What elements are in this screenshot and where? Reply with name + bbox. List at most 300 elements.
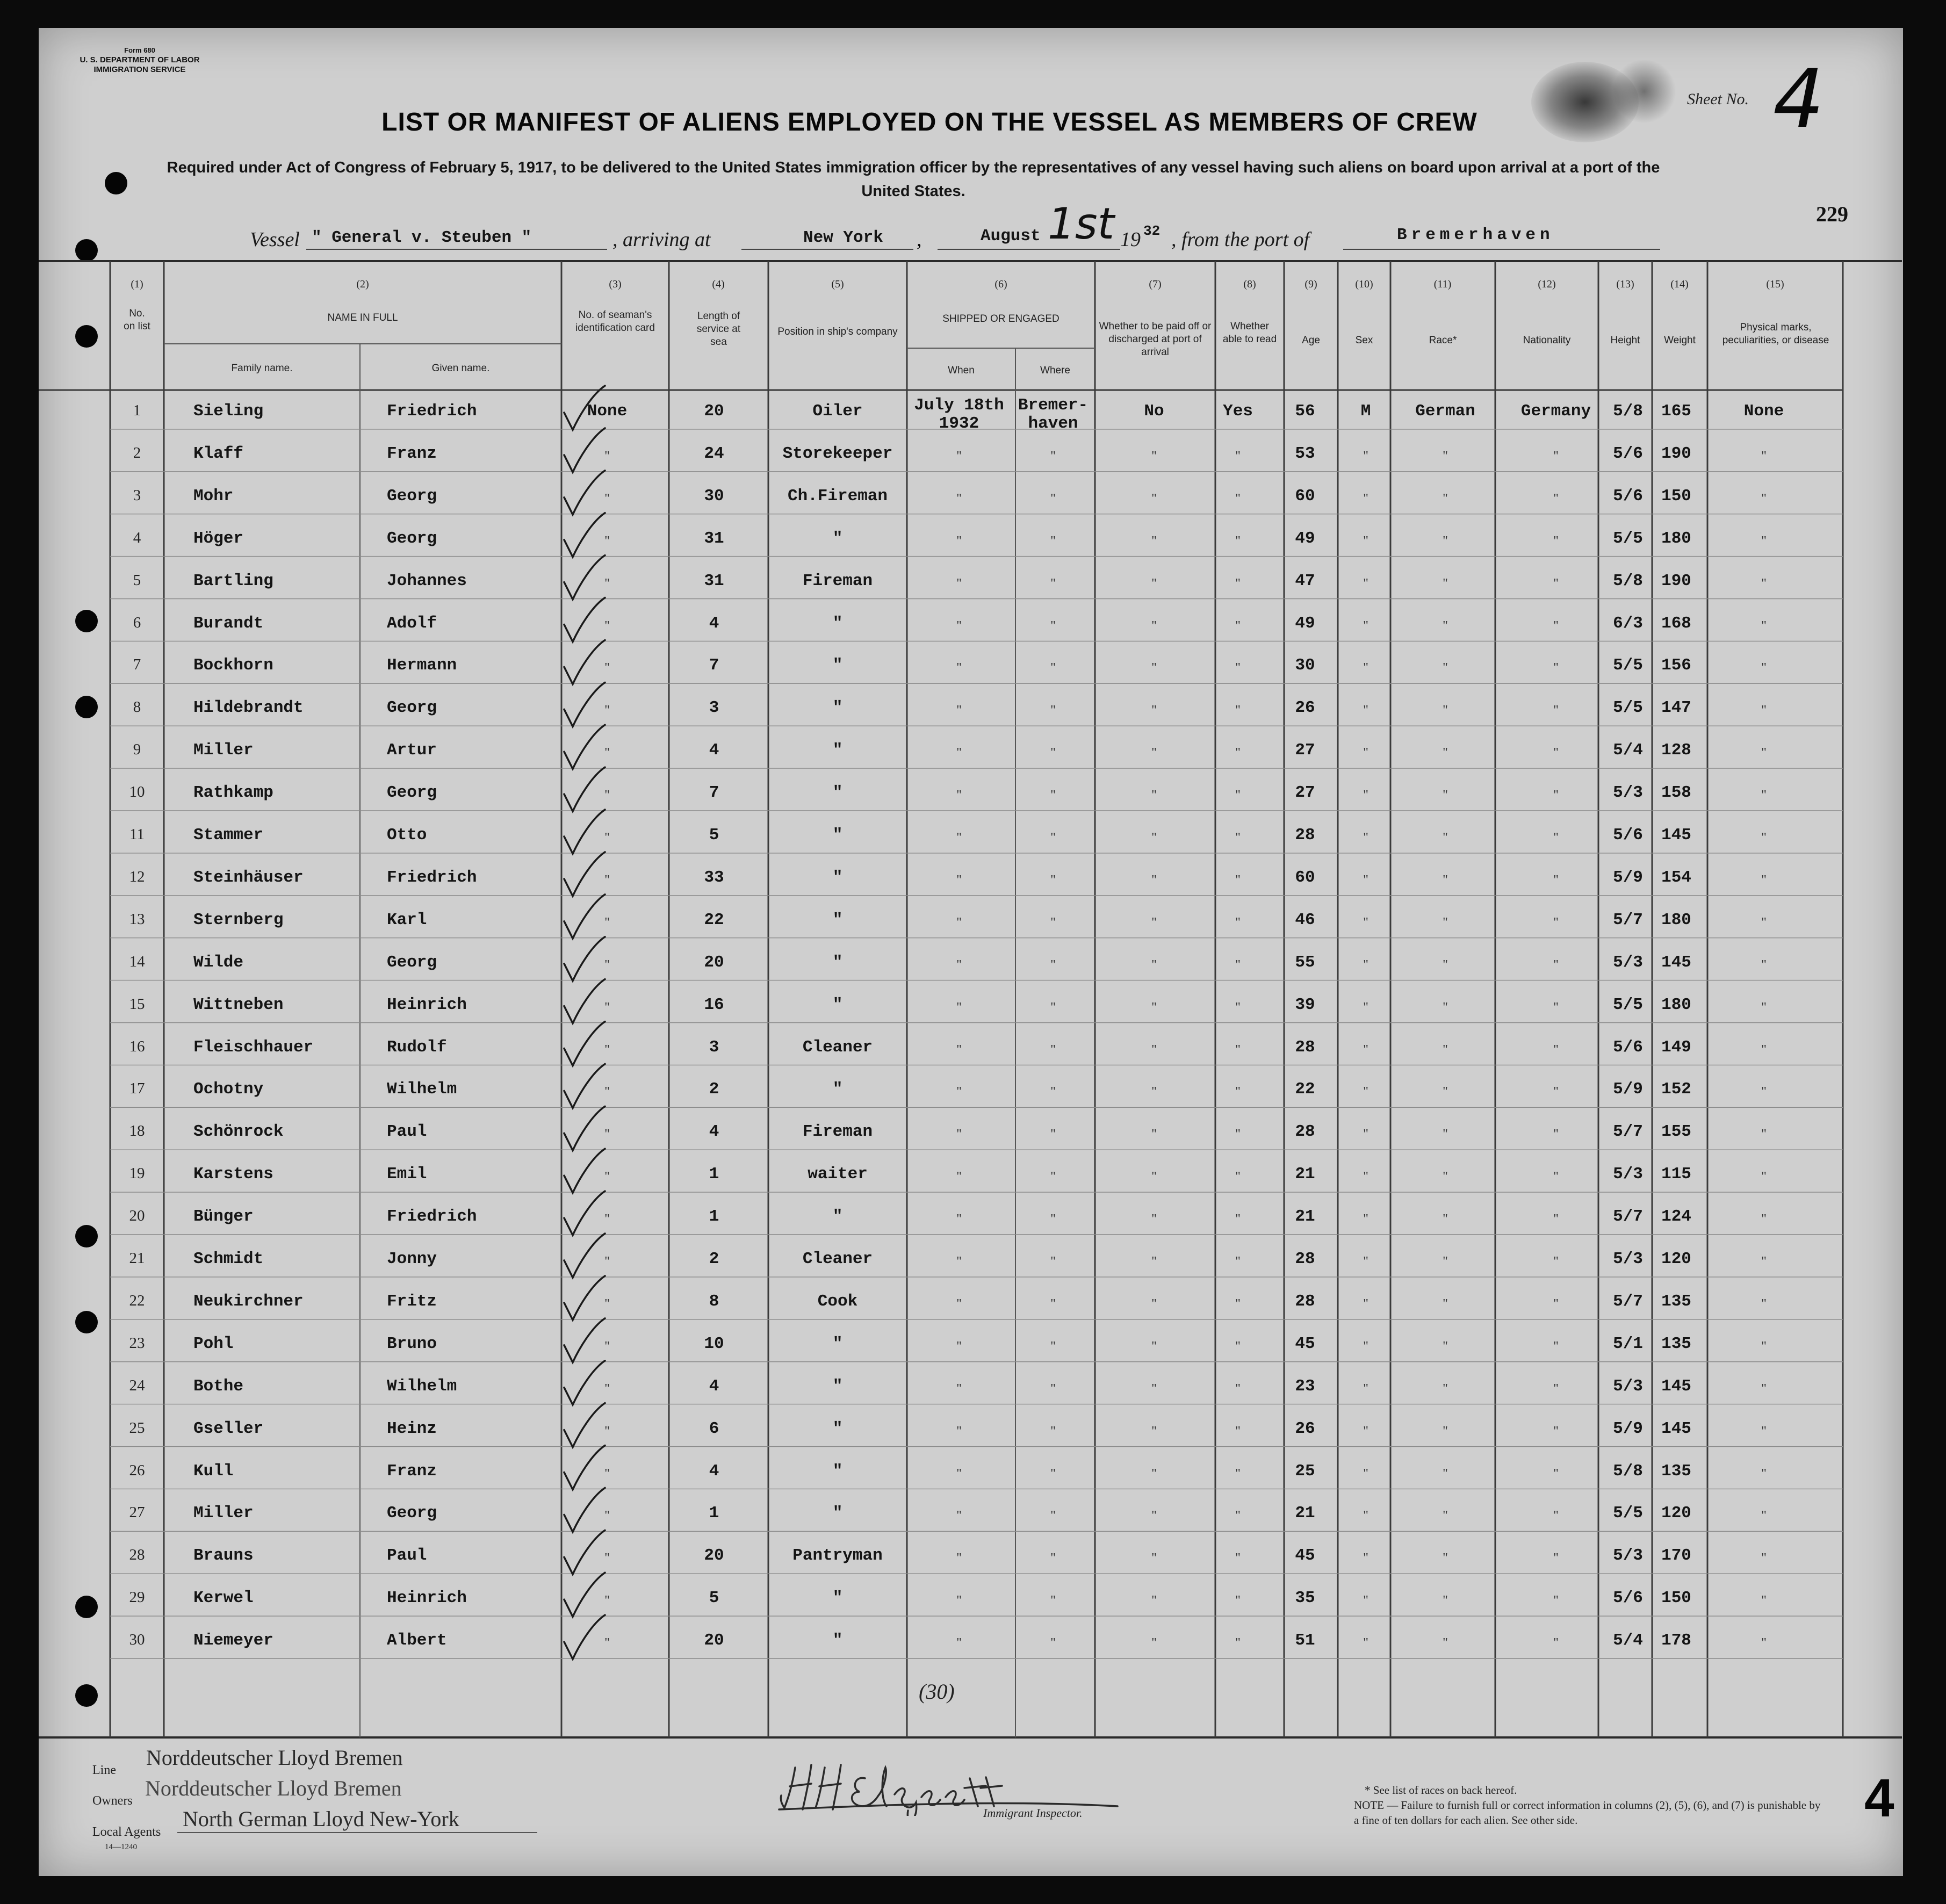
cell-given: Friedrich [387,868,477,887]
cell-service: 4 [709,1376,719,1396]
cell-given: Artur [387,741,437,760]
cell-no: 4 [133,529,141,546]
ditto-mark: " [1761,788,1767,803]
ditto-mark: " [1761,1000,1767,1014]
ditto-mark: " [604,1551,610,1566]
cell-service: 8 [709,1292,719,1311]
ditto-mark: " [604,618,610,633]
ditto-mark: " [1151,1509,1157,1523]
cell-where: Bremer- haven [1018,396,1089,433]
cell-physical: None [1743,402,1784,421]
cell-given: Georg [387,529,437,548]
ditto-mark: " [1050,1127,1056,1142]
ditto-mark: " [956,1339,962,1353]
ditto-mark: " [604,449,610,463]
ditto-mark: " [1553,1000,1559,1014]
col-num: (6) [994,278,1007,290]
cell-position: " [832,1207,843,1227]
header-name-in-full: NAME IN FULL [327,312,398,323]
owners-value: Norddeutscher Lloyd Bremen [145,1776,402,1800]
cell-family: Klaff [193,444,244,463]
cell-service: 16 [704,995,724,1014]
ditto-mark: " [1235,576,1241,590]
ditto-mark: " [1235,1212,1241,1227]
ditto-mark: " [956,618,962,633]
ditto-mark: " [956,449,962,463]
ditto-mark: " [1363,1551,1368,1566]
cell-height: 5/7 [1613,1292,1643,1311]
ditto-mark: " [956,872,962,887]
ditto-mark: " [1443,1424,1448,1438]
col-num: (2) [356,278,369,290]
cell-age: 21 [1295,1504,1315,1523]
ditto-mark: " [956,703,962,718]
ditto-mark: " [1761,1042,1767,1057]
ditto-mark: " [1235,618,1241,633]
ditto-mark: " [1761,533,1767,548]
cell-family: Kull [193,1461,234,1481]
cell-no: 13 [129,910,145,928]
arrival-month: August [981,227,1041,246]
ditto-mark: " [956,1593,962,1608]
ditto-mark: " [1050,872,1056,887]
ditto-mark: " [604,1042,610,1057]
cell-age: 47 [1295,571,1315,590]
ditto-mark: " [956,957,962,972]
cell-weight: 135 [1661,1334,1691,1353]
cell-height: 5/6 [1613,444,1643,463]
cell-service: 7 [709,656,719,675]
cell-position: Cleaner [802,1037,873,1057]
ditto-mark: " [1151,1466,1157,1481]
cell-age: 39 [1295,995,1315,1014]
header-race: Race* [1429,335,1457,346]
cell-height: 5/3 [1613,1376,1643,1396]
cell-family: Ochotny [193,1080,264,1099]
ditto-mark: " [956,576,962,590]
cell-family: Schmidt [193,1250,264,1268]
ditto-mark: " [1235,1636,1241,1650]
ditto-mark: " [1553,703,1559,718]
ditto-mark: " [1050,491,1056,506]
cell-family: Rathkamp [193,783,273,803]
cell-age: 28 [1295,1037,1315,1057]
ditto-mark: " [1363,957,1368,972]
ditto-mark: " [604,1170,610,1184]
ditto-mark: " [1151,491,1157,506]
ditto-mark: " [1553,1254,1559,1268]
cell-weight: 168 [1661,614,1691,633]
ditto-mark: " [1050,618,1056,633]
ditto-mark: " [1235,1085,1241,1099]
cell-family: Burandt [193,614,264,633]
ditto-mark: " [1443,1170,1448,1184]
cell-position: " [832,953,843,972]
cell-height: 5/5 [1613,529,1643,548]
cell-age: 27 [1295,783,1315,803]
cell-given: Georg [387,1504,437,1523]
ditto-mark: " [956,1212,962,1227]
cell-family: Kerwel [193,1589,254,1608]
ditto-mark: " [1151,1381,1157,1396]
ditto-mark: " [1761,746,1767,760]
cell-family: Bünger [193,1207,254,1227]
ditto-mark: " [1363,1212,1368,1227]
ditto-mark: " [1761,1296,1767,1311]
cell-given: Wilhelm [387,1376,457,1396]
cell-family: Sieling [193,402,264,421]
cell-age: 26 [1295,1419,1315,1438]
ditto-mark: " [1443,703,1448,718]
ditto-mark: " [1050,957,1056,972]
ditto-mark: " [1553,788,1559,803]
ditto-mark: " [1050,533,1056,548]
ditto-mark: " [1050,1381,1056,1396]
cell-service: 3 [709,698,719,718]
ditto-mark: " [1050,661,1056,675]
ditto-mark: " [1363,788,1368,803]
cell-given: Johannes [387,571,467,590]
ditto-mark: " [1443,1551,1448,1566]
cell-age: 49 [1295,529,1315,548]
line-value: Norddeutscher Lloyd Bremen [146,1746,403,1770]
ditto-mark: " [1553,618,1559,633]
ditto-mark: " [1235,746,1241,760]
cell-weight: 158 [1661,783,1691,803]
cell-no: 8 [133,698,141,716]
cell-age: 28 [1295,1292,1315,1311]
cell-service: 31 [704,529,724,548]
cell-given: Georg [387,486,437,506]
owners-label: Owners [92,1794,133,1808]
ditto-mark: " [1050,1424,1056,1438]
vessel-label: Vessel [250,228,300,251]
ditto-mark: " [1443,872,1448,887]
ditto-mark: " [1235,703,1241,718]
ditto-mark: " [604,957,610,972]
cell-given: Franz [387,1461,437,1481]
ditto-mark: " [1761,1212,1767,1227]
cell-no: 1 [133,402,141,419]
ditto-mark: " [1761,1551,1767,1566]
sheet-label: Sheet No. [1687,90,1749,108]
ditto-mark: " [1151,915,1157,929]
cell-height: 5/9 [1613,1080,1643,1099]
cell-age: 45 [1295,1334,1315,1353]
ditto-mark: " [1363,1170,1368,1184]
ditto-mark: " [956,1085,962,1099]
cell-family: Niemeyer [193,1631,273,1650]
ditto-mark: " [1443,1212,1448,1227]
ditto-mark: " [1151,872,1157,887]
cell-no: 21 [129,1250,145,1267]
line-label: Line [92,1763,116,1777]
cell-age: 22 [1295,1080,1315,1099]
ditto-mark: " [1761,449,1767,463]
ditto-mark: " [604,1593,610,1608]
header-given-name: Given name. [431,363,490,374]
cell-weight: 180 [1661,995,1691,1014]
cell-age: 55 [1295,953,1315,972]
footnote-star: * See list of races on back hereof. [1365,1784,1517,1797]
cell-position: " [832,910,843,929]
cell-service: 7 [709,783,719,803]
cell-service: 31 [704,571,724,590]
cell-weight: 180 [1661,910,1691,929]
cell-age: 25 [1295,1461,1315,1481]
cell-age: 56 [1295,402,1315,421]
ditto-mark: " [1363,1339,1368,1353]
cell-sex: M [1360,402,1371,421]
cell-age: 35 [1295,1589,1315,1608]
col-num: (9) [1304,278,1317,290]
ditto-mark: " [604,1127,610,1142]
ditto-mark: " [1761,703,1767,718]
cell-position: " [832,741,843,760]
ditto-mark: " [1553,1424,1559,1438]
cell-height: 5/9 [1613,1419,1643,1438]
cell-height: 5/3 [1613,1250,1643,1268]
cell-family: Höger [193,529,244,548]
cell-given: Georg [387,953,437,972]
cell-no: 11 [129,826,145,843]
cell-card: None [587,402,628,421]
ditto-mark: " [1443,1466,1448,1481]
ditto-mark: " [1761,872,1767,887]
cell-family: Fleischhauer [193,1037,314,1057]
ditto-mark: " [604,788,610,803]
ditto-mark: " [604,661,610,675]
cell-no: 24 [129,1376,145,1394]
cell-age: 28 [1295,1250,1315,1268]
ditto-mark: " [1761,491,1767,506]
ditto-mark: " [604,576,610,590]
department: U. S. DEPARTMENT OF LABOR [80,55,200,64]
ditto-mark: " [604,491,610,506]
ditto-mark: " [1151,1127,1157,1142]
ditto-mark: " [1363,576,1368,590]
cell-no: 22 [129,1292,145,1309]
col-num: (13) [1616,278,1634,290]
cell-given: Heinrich [387,995,467,1014]
cell-weight: 135 [1661,1461,1691,1481]
cell-position: " [832,1080,843,1099]
cell-family: Schönrock [193,1122,284,1142]
ditto-mark: " [1443,1339,1448,1353]
ditto-mark: " [1235,491,1241,506]
cell-age: 28 [1295,826,1315,845]
cell-given: Wilhelm [387,1080,457,1099]
cell-no: 28 [129,1546,145,1564]
cell-family: Wilde [193,953,244,972]
ditto-mark: " [1050,1466,1056,1481]
ditto-mark: " [1443,1085,1448,1099]
cell-weight: 115 [1661,1165,1691,1184]
ditto-mark: " [1151,618,1157,633]
ditto-mark: " [1151,1042,1157,1057]
cell-height: 5/5 [1613,656,1643,675]
ditto-mark: " [1443,1296,1448,1311]
ditto-mark: " [1761,915,1767,929]
col-num: (11) [1433,278,1452,290]
cell-service: 30 [704,486,724,506]
cell-weight: 120 [1661,1250,1691,1268]
ditto-mark: " [1151,1339,1157,1353]
ditto-mark: " [956,788,962,803]
ditto-mark: " [604,703,610,718]
port-label: , from the port of [1171,228,1310,251]
cell-position: " [832,868,843,887]
ditto-mark: " [1235,1127,1241,1142]
ditto-mark: " [1553,1593,1559,1608]
ditto-mark: " [1761,1509,1767,1523]
ditto-mark: " [1050,1509,1056,1523]
cell-no: 5 [133,571,141,589]
ditto-mark: " [1761,1339,1767,1353]
ditto-mark: " [1363,915,1368,929]
header-family-name: Family name. [231,363,293,374]
ditto-mark: " [1151,703,1157,718]
cell-height: 5/5 [1613,1504,1643,1523]
ditto-mark: " [956,1296,962,1311]
cell-service: 2 [709,1080,719,1099]
cell-weight: 147 [1661,698,1691,718]
ditto-mark: " [604,1509,610,1523]
cell-no: 12 [129,868,145,885]
cell-weight: 145 [1661,1376,1691,1396]
cell-position: " [832,1419,843,1438]
cell-service: 3 [709,1037,719,1057]
agents-value: North German Lloyd New-York [183,1807,459,1831]
ditto-mark: " [1443,1254,1448,1268]
ditto-mark: " [1050,449,1056,463]
ditto-mark: " [1151,1170,1157,1184]
cell-family: Stammer [193,826,264,845]
cell-weight: 145 [1661,826,1691,845]
ditto-mark: " [1553,1636,1559,1650]
ditto-mark: " [1443,576,1448,590]
ditto-mark: " [1761,661,1767,675]
ditto-mark: " [1050,746,1056,760]
cell-age: 21 [1295,1207,1315,1227]
cell-service: 4 [709,1122,719,1142]
cell-no: 25 [129,1419,145,1437]
cell-height: 6/3 [1613,614,1643,633]
cell-given: Hermann [387,656,457,675]
ditto-mark: " [1761,1085,1767,1099]
ditto-mark: " [1235,1593,1241,1608]
cell-family: Bartling [193,571,273,590]
ditto-mark: " [1553,533,1559,548]
cell-when: July 18th 1932 [914,396,1004,433]
ditto-mark: " [1151,1424,1157,1438]
ditto-mark: " [1050,1042,1056,1057]
cell-weight: 128 [1661,741,1691,760]
cell-height: 5/4 [1613,741,1643,760]
ditto-mark: " [1235,788,1241,803]
cell-position: " [832,1504,843,1523]
ditto-mark: " [1235,1042,1241,1057]
cell-age: 28 [1295,1122,1315,1142]
ditto-mark: " [956,1551,962,1566]
ditto-mark: " [1363,1042,1368,1057]
ditto-mark: " [956,746,962,760]
ditto-mark: " [1363,831,1368,845]
cell-position: Cook [817,1292,858,1311]
ditto-mark: " [1553,576,1559,590]
ditto-mark: " [1050,576,1056,590]
cell-weight: 150 [1661,486,1691,506]
ditto-mark: " [1761,1381,1767,1396]
ditto-mark: " [956,1509,962,1523]
col-num: (4) [712,278,725,290]
ditto-mark: " [1363,1127,1368,1142]
cell-service: 4 [709,614,719,633]
ditto-mark: " [604,831,610,845]
cell-given: Friedrich [387,1207,477,1227]
cell-weight: 178 [1661,1631,1691,1650]
departure-port: Bremerhaven [1397,226,1554,244]
form-number: Form 680 [124,46,155,54]
ditto-mark: " [1363,1296,1368,1311]
ditto-mark: " [1553,1381,1559,1396]
cell-no: 19 [129,1165,145,1182]
ditto-mark: " [956,1636,962,1650]
cell-weight: 180 [1661,529,1691,548]
ditto-mark: " [1235,1509,1241,1523]
header-paid-off: Whether to be paid off or discharged at port of arrival [1099,321,1212,358]
ditto-mark: " [1363,1593,1368,1608]
cell-given: Georg [387,698,437,718]
ditto-mark: " [1151,576,1157,590]
ditto-mark: " [956,1170,962,1184]
ditto-mark: " [1235,831,1241,845]
ditto-mark: " [1151,1636,1157,1650]
cell-family: Karstens [193,1165,273,1184]
cell-weight: 120 [1661,1504,1691,1523]
year-prefix: 19 [1120,228,1141,251]
ditto-mark: " [1235,1339,1241,1353]
ditto-mark: " [1443,1381,1448,1396]
ditto-mark: " [1050,1593,1056,1608]
ditto-mark: " [956,831,962,845]
ditto-mark: " [1235,915,1241,929]
cell-weight: 170 [1661,1546,1691,1566]
ditto-mark: " [1050,1000,1056,1014]
header-seaman-id: No. of seaman's identification card [575,309,655,334]
ditto-mark: " [1553,491,1559,506]
ditto-mark: " [1050,1170,1056,1184]
cell-weight: 135 [1661,1292,1691,1311]
ditto-mark: " [1363,1254,1368,1268]
cell-family: Miller [193,741,254,760]
cell-no: 3 [133,486,141,504]
header-age: Age [1302,335,1320,346]
ditto-mark: " [1443,1000,1448,1014]
ditto-mark: " [1443,915,1448,929]
ditto-mark: " [1050,1254,1056,1268]
page-number: 229 [1816,202,1848,226]
cell-service: 10 [704,1334,724,1353]
cell-weight: 152 [1661,1080,1691,1099]
footnote [1354,1783,1827,1828]
ditto-mark: " [1050,1085,1056,1099]
ditto-mark: " [1235,1296,1241,1311]
header-nationality: Nationality [1523,335,1571,346]
cell-position: " [832,783,843,803]
ditto-mark: " [1050,1339,1056,1353]
cell-no: 20 [129,1207,145,1225]
